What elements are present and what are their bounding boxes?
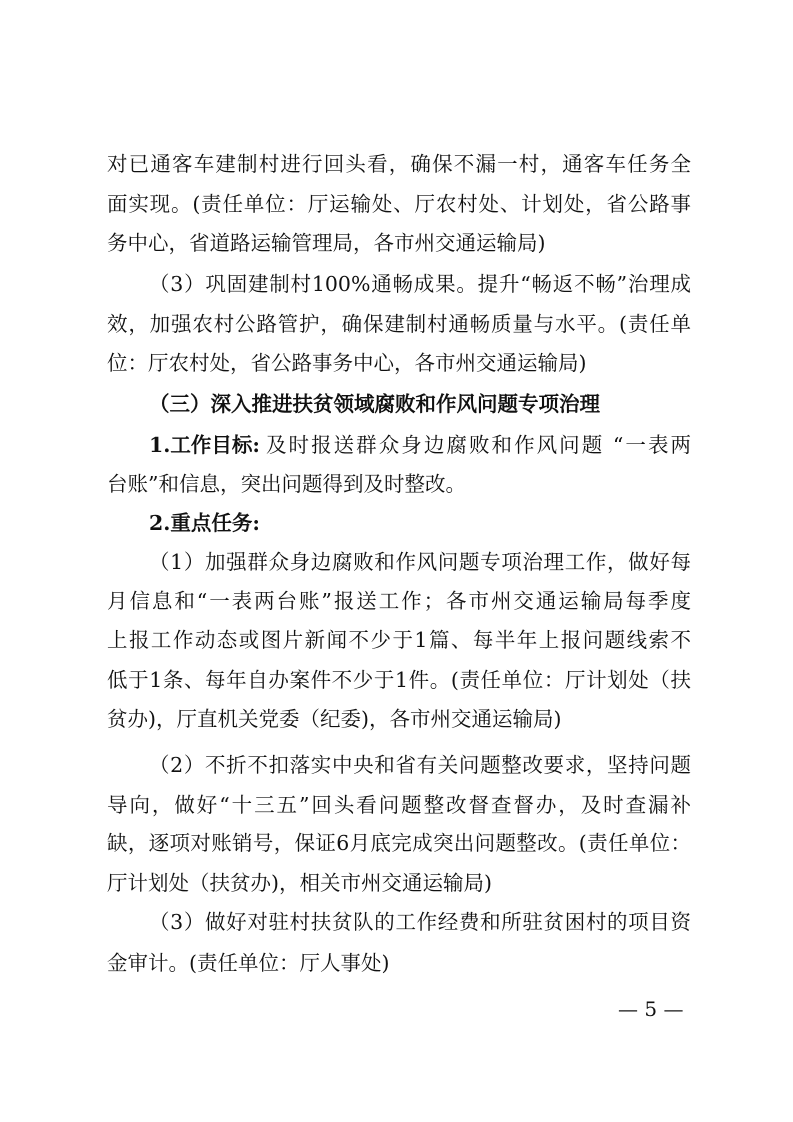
- body-line: （3）巩固建制村100%通畅成果。提升“畅返不畅”治理成: [149, 272, 691, 296]
- body-line: 对已通客车建制村进行回头看，确保不漏一村，通客车任务全: [107, 152, 691, 176]
- goal-text: 及时报送群众身边腐败和作风问题 “一表两: [265, 433, 691, 457]
- goal-label: 1.工作目标:: [149, 433, 260, 457]
- body-line: 面实现。(责任单位：厅运输处、厅农村处、计划处，省公路事: [107, 192, 691, 216]
- section-heading: （三）深入推进扶贫领域腐败和作风问题专项治理: [149, 392, 600, 416]
- body-line: （2）不折不扣落实中央和省有关问题整改要求，坚持问题: [149, 753, 691, 777]
- body-line: 效，加强农村公路管护，确保建制村通畅质量与水平。(责任单: [107, 312, 691, 336]
- goal-line: [149, 432, 691, 458]
- subheading: 2.重点任务:: [149, 511, 260, 535]
- body-line: （1）加强群众身边腐败和作风问题专项治理工作，做好每: [149, 550, 691, 574]
- body-line: 缺，逐项对账销号，保证6月底完成突出问题整改。(责任单位：: [107, 831, 691, 855]
- body-line: 上报工作动态或图片新闻不少于1篇、每半年上报问题线索不: [107, 628, 691, 652]
- body-line: 厅计划处（扶贫办)，相关市州交通运输局): [107, 871, 492, 895]
- body-line: （3）做好对驻村扶贫队的工作经费和所驻贫困村的项目资: [149, 910, 691, 934]
- body-line: 务中心，省道路运输管理局，各市州交通运输局): [107, 231, 546, 255]
- body-line: 金审计。(责任单位：厅人事处): [107, 951, 390, 975]
- page-number: — 5 —: [618, 997, 684, 1021]
- body-line: 位：厅农村处，省公路事务中心，各市州交通运输局): [107, 351, 587, 375]
- body-line: 低于1条、每年自办案件不少于1件。(责任单位：厅计划处（扶: [107, 668, 691, 692]
- body-line: 台账”和信息，突出问题得到及时整改。: [107, 472, 466, 496]
- body-line: 贫办)，厅直机关党委（纪委)，各市州交通运输局): [107, 707, 562, 731]
- body-line: 导向，做好“十三五”回头看问题整改督查督办，及时查漏补: [107, 793, 691, 817]
- body-line: 月信息和“一表两台账”报送工作；各市州交通运输局每季度: [107, 589, 691, 613]
